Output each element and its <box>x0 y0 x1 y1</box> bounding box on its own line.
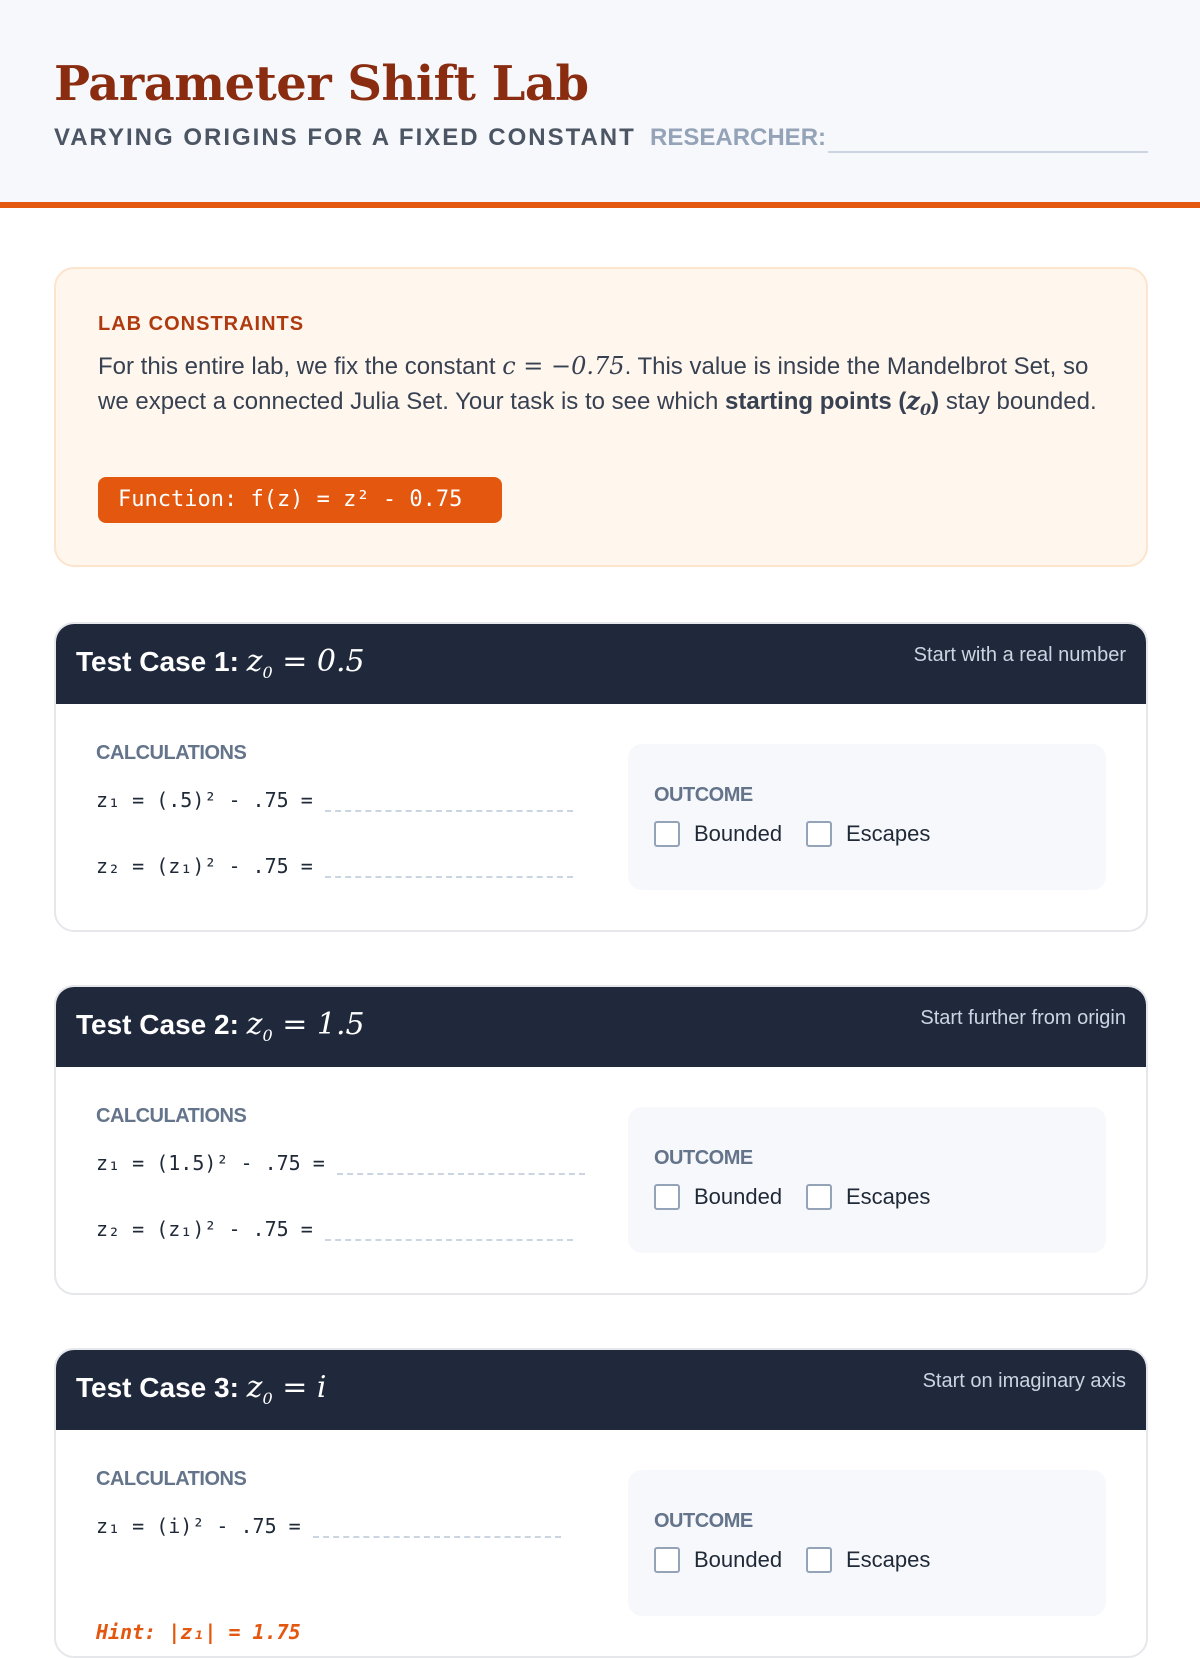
starting-points-emphasis <box>725 386 940 419</box>
outcome-panel <box>628 1107 1106 1253</box>
calculation-expression: z₁ = (1.5)² - .75 = <box>96 1151 325 1175</box>
constraints-text-part: stay bounded. <box>939 388 1097 415</box>
bounded-option[interactable] <box>654 820 782 848</box>
test-case-note: Start with a real number <box>913 644 1126 666</box>
test-case-2 <box>54 985 1148 1295</box>
escapes-checkbox[interactable] <box>806 1547 832 1573</box>
test-case-3 <box>54 1348 1148 1658</box>
researcher-input[interactable] <box>828 151 1148 153</box>
calculation-row <box>96 1147 585 1187</box>
z-sub: 0 <box>262 1026 273 1045</box>
test-case-header <box>56 624 1146 704</box>
test-case-label: Test Case 2: <box>76 1009 239 1040</box>
test-case-header <box>56 1350 1146 1430</box>
test-case-header <box>56 987 1146 1067</box>
z-value: = 0.5 <box>272 644 365 679</box>
hint-text: Hint: |z₁| = 1.75 <box>96 1620 301 1644</box>
calculation-expression: z₂ = (z₁)² - .75 = <box>96 854 313 878</box>
constraints-text-part: For this entire lab, we fix the constant <box>98 353 503 380</box>
calculations-heading: CALCULATIONS <box>96 742 247 764</box>
z0-math <box>906 386 932 419</box>
calculation-expression: z₁ = (i)² - .75 = <box>96 1514 301 1538</box>
calculation-answer-input[interactable] <box>325 784 573 812</box>
lab-constraints-panel <box>54 267 1148 567</box>
outcome-heading: OUTCOME <box>654 1510 753 1532</box>
calculation-row <box>96 784 573 824</box>
page-subtitle: VARYING ORIGINS FOR A FIXED CONSTANT <box>54 124 636 151</box>
bounded-label: Bounded <box>694 821 783 846</box>
escapes-option[interactable] <box>806 1183 930 1211</box>
test-case-label: Test Case 3: <box>76 1372 239 1403</box>
starting-points-close: ) <box>931 388 940 415</box>
calculation-row <box>96 850 573 890</box>
calculation-row <box>96 1213 573 1253</box>
bounded-option[interactable] <box>654 1546 782 1574</box>
z0-math-base: z <box>906 386 921 415</box>
test-case-z0 <box>246 644 365 682</box>
z-base: z <box>246 1370 263 1405</box>
outcome-heading: OUTCOME <box>654 1147 753 1169</box>
test-case-title <box>76 644 365 682</box>
calculation-answer-input[interactable] <box>313 1510 561 1538</box>
researcher-label: RESEARCHER: <box>650 124 827 151</box>
calculations-heading: CALCULATIONS <box>96 1468 247 1490</box>
test-case-z0 <box>246 1007 365 1045</box>
page-header <box>0 0 1200 208</box>
escapes-option[interactable] <box>806 1546 930 1574</box>
test-case-1 <box>54 622 1148 932</box>
test-case-label: Test Case 1: <box>76 646 239 677</box>
constraints-text-part: . This value is inside the Mandelbrot Set, so we expect a connected Julia Set. Your task is to see which <box>98 353 1089 415</box>
bounded-option[interactable] <box>654 1183 782 1211</box>
test-case-title <box>76 1007 365 1045</box>
z-sub: 0 <box>262 1389 273 1408</box>
calculation-expression: z₁ = (.5)² - .75 = <box>96 788 313 812</box>
test-case-z0 <box>246 1370 327 1408</box>
z0-math-sub: 0 <box>920 399 932 419</box>
escapes-label: Escapes <box>846 1184 931 1209</box>
calculation-row <box>96 1510 561 1550</box>
page-title: Parameter Shift Lab <box>54 56 589 112</box>
test-case-note: Start further from origin <box>920 1007 1126 1029</box>
constraints-text <box>98 349 1098 427</box>
constraints-heading: LAB CONSTRAINTS <box>98 313 305 335</box>
test-case-note: Start on imaginary axis <box>922 1370 1126 1392</box>
z-base: z <box>246 644 263 679</box>
calculations-heading: CALCULATIONS <box>96 1105 247 1127</box>
calculation-answer-input[interactable] <box>337 1147 585 1175</box>
escapes-checkbox[interactable] <box>806 821 832 847</box>
calculation-answer-input[interactable] <box>325 1213 573 1241</box>
calculation-answer-input[interactable] <box>325 850 573 878</box>
calculation-expression: z₂ = (z₁)² - .75 = <box>96 1217 313 1241</box>
outcome-panel <box>628 744 1106 890</box>
escapes-label: Escapes <box>846 821 931 846</box>
function-badge: Function: f(z) = z² - 0.75 <box>98 477 502 523</box>
starting-points-label: starting points ( <box>725 388 907 415</box>
bounded-checkbox[interactable] <box>654 1184 680 1210</box>
z-value: = i <box>272 1370 327 1405</box>
outcome-heading: OUTCOME <box>654 784 753 806</box>
bounded-checkbox[interactable] <box>654 821 680 847</box>
z-value: = 1.5 <box>272 1007 365 1042</box>
outcome-panel <box>628 1470 1106 1616</box>
escapes-checkbox[interactable] <box>806 1184 832 1210</box>
escapes-label: Escapes <box>846 1547 931 1572</box>
bounded-label: Bounded <box>694 1547 783 1572</box>
constant-c-math: c = −0.75 <box>502 352 625 380</box>
bounded-checkbox[interactable] <box>654 1547 680 1573</box>
bounded-label: Bounded <box>694 1184 783 1209</box>
test-case-title <box>76 1370 326 1408</box>
z-sub: 0 <box>262 663 273 682</box>
z-base: z <box>246 1007 263 1042</box>
escapes-option[interactable] <box>806 820 930 848</box>
